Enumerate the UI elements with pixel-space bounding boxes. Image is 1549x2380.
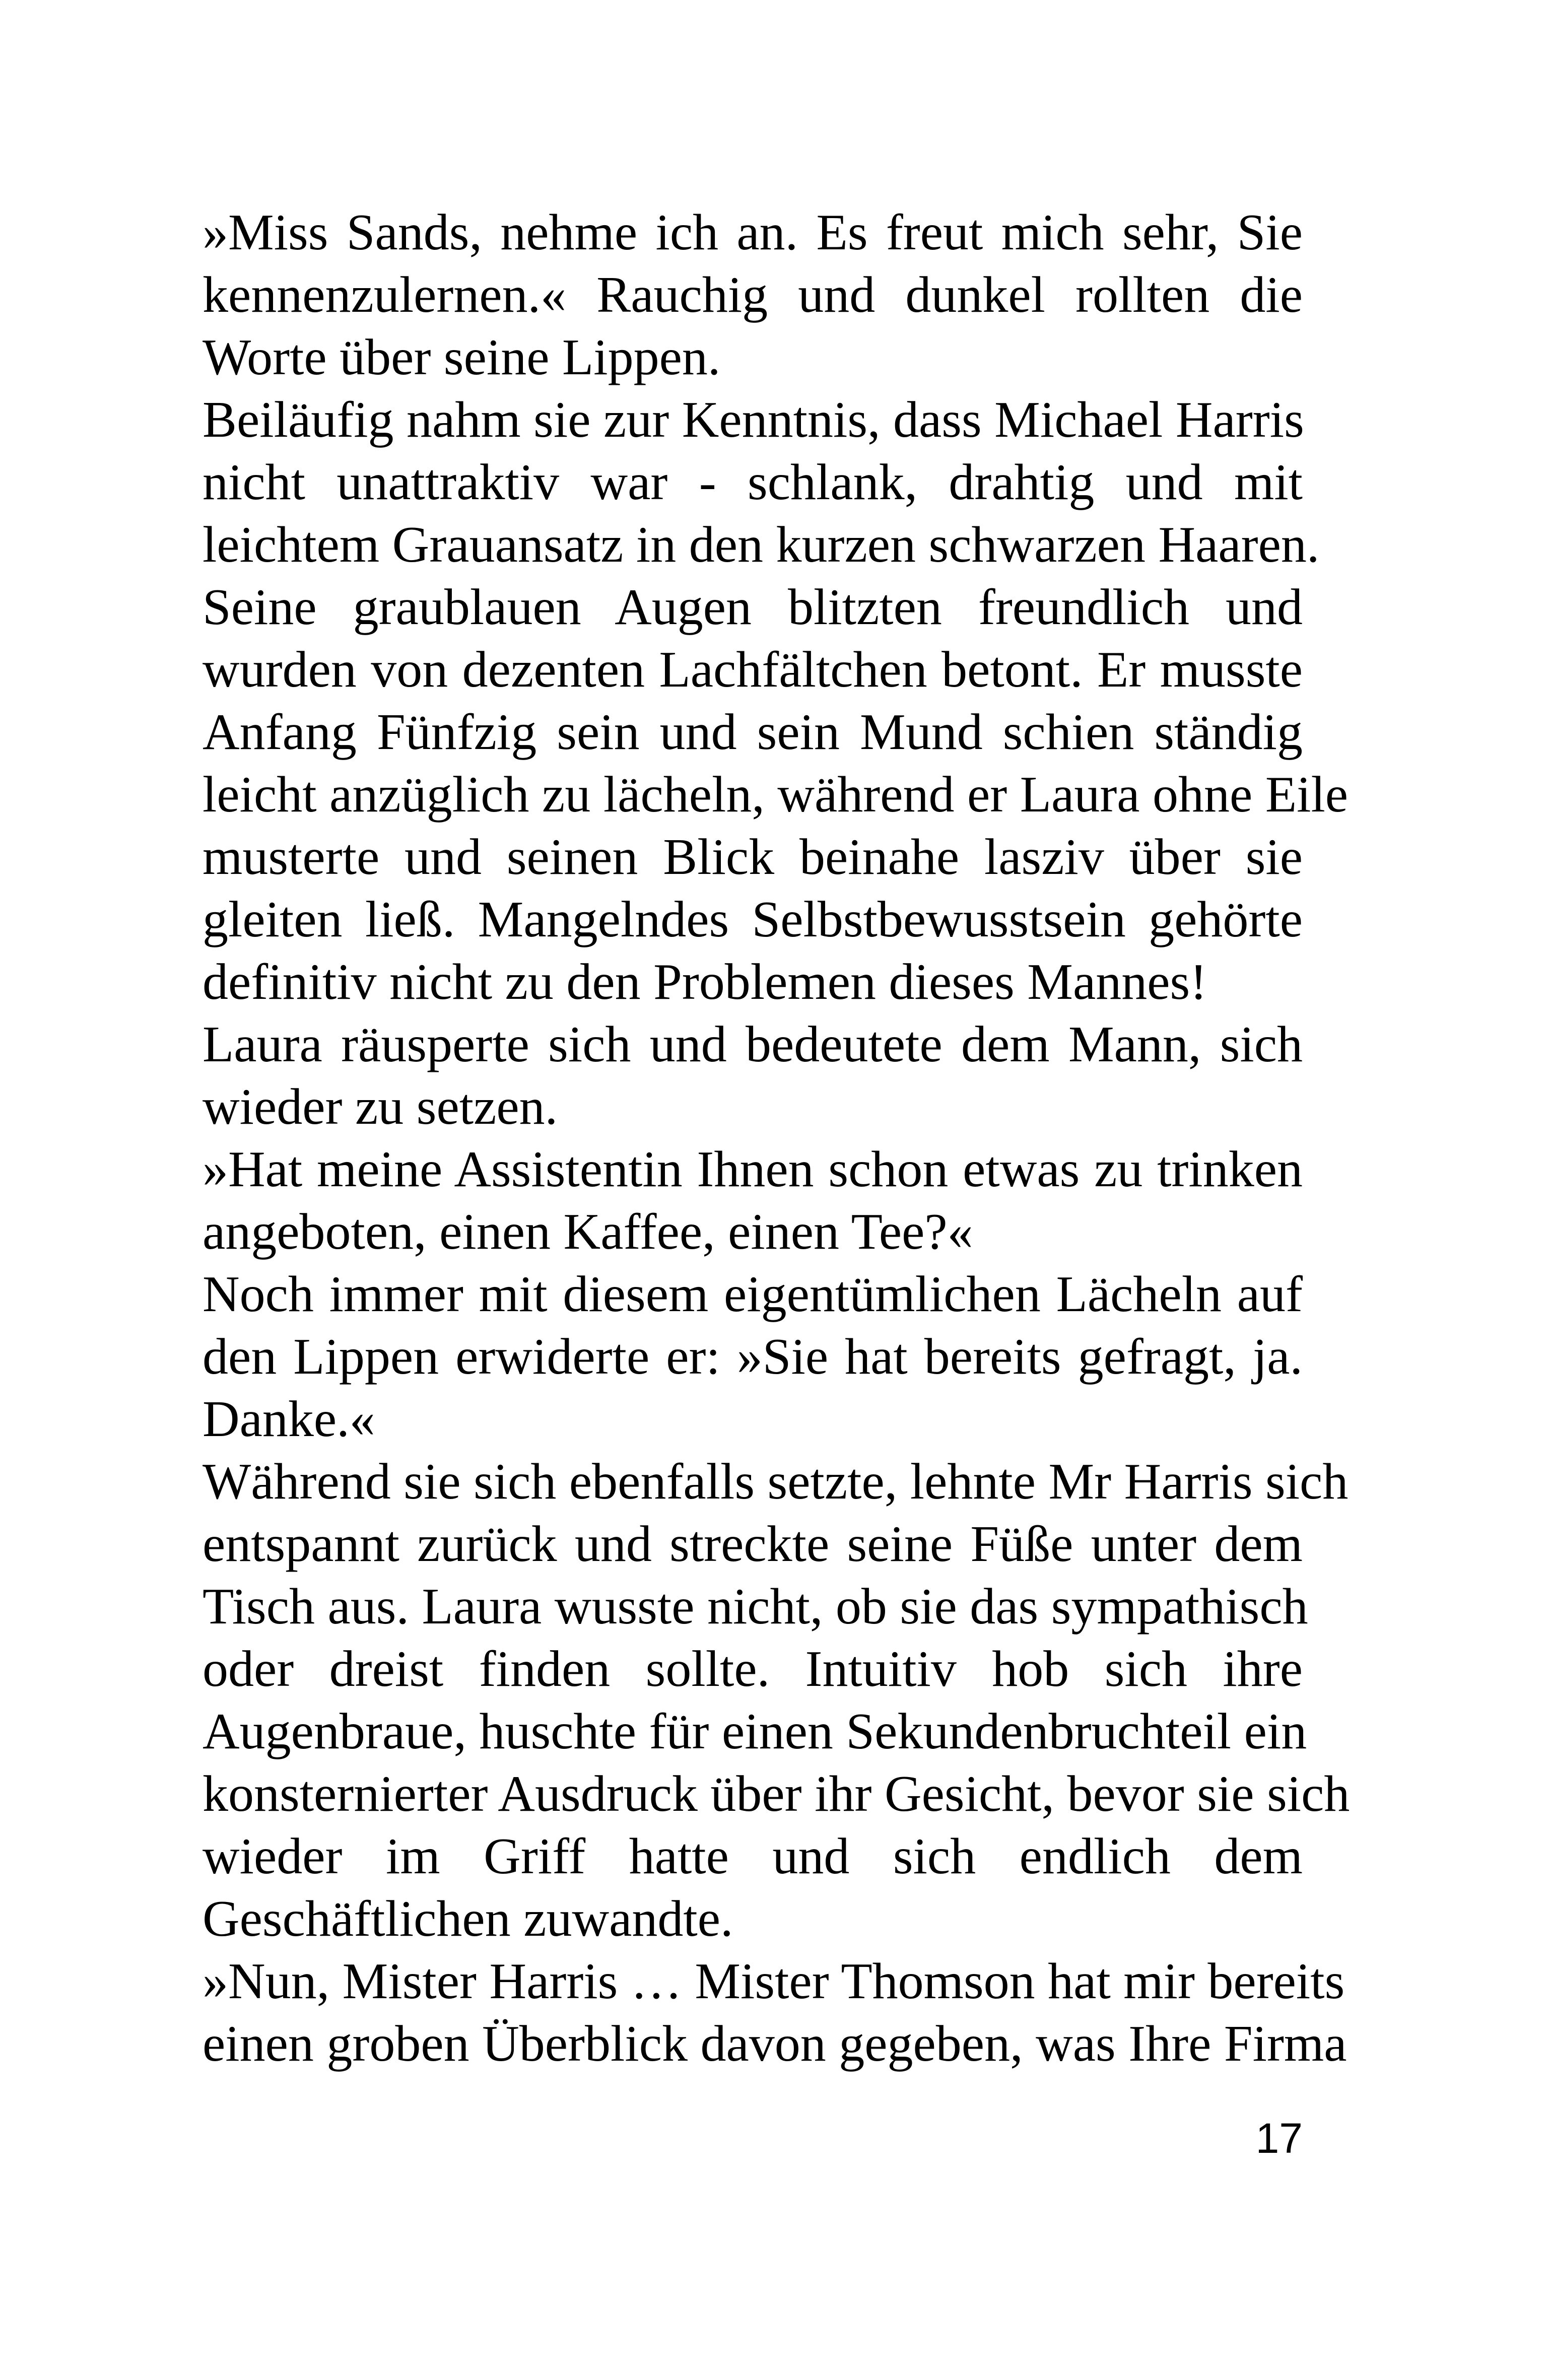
- text-line: konsternierter Ausdruck über ihr Gesicht, bevor sie sich: [203, 1765, 1350, 1822]
- text-line: oder dreist finden sollte. Intuitiv hob sich ihre: [203, 1641, 1303, 1697]
- text-line: »Nun, Mister Harris … Mister Thomson hat mir bereits: [203, 1953, 1345, 2010]
- text-line: wieder im Griff hatte und sich endlich dem: [203, 1828, 1303, 1885]
- paragraph: [203, 389, 1349, 1013]
- text-line: den Lippen erwiderte er: »Sie hat bereits gefragt, ja.: [203, 1328, 1303, 1385]
- text-line: leichtem Grauansatz in den kurzen schwarzen Haaren.: [203, 516, 1320, 573]
- body-text: [203, 201, 1350, 2075]
- paragraph: [203, 1263, 1303, 1451]
- text-line: Beiläufig nahm sie zur Kenntnis, dass Michael Harris: [203, 391, 1304, 448]
- text-line: Geschäftlichen zuwandte.: [203, 1890, 733, 1947]
- text-line: angeboten, einen Kaffee, einen Tee?«: [203, 1203, 973, 1260]
- text-line: Während sie sich ebenfalls setzte, lehnte Mr Harris sich: [203, 1453, 1349, 1510]
- text-line: Danke.«: [203, 1391, 375, 1448]
- text-line: leicht anzüglich zu lächeln, während er Laura ohne Eile: [203, 766, 1349, 823]
- text-line: Seine graublauen Augen blitzten freundlich und: [203, 579, 1303, 636]
- text-line: nicht unattraktiv war - schlank, drahtig und mit: [203, 454, 1303, 511]
- page-number: 17: [1255, 2115, 1303, 2162]
- paragraph: [203, 1451, 1350, 1950]
- text-line: Anfang Fünfzig sein und sein Mund schien ständig: [203, 704, 1303, 761]
- text-line: »Hat meine Assistentin Ihnen schon etwas zu trinken: [203, 1141, 1303, 1198]
- paragraph: [203, 201, 1303, 389]
- text-line: Tisch aus. Laura wusste nicht, ob sie das sympathisch: [203, 1578, 1308, 1635]
- text-line: Laura räusperte sich und bedeutete dem Mann, sich: [203, 1016, 1303, 1073]
- paragraph: [203, 1138, 1303, 1263]
- paragraph: [203, 1013, 1303, 1138]
- text-line: einen groben Überblick davon gegeben, was Ihre Firma: [203, 2015, 1347, 2072]
- text-line: Augenbraue, huschte für einen Sekundenbruchteil ein: [203, 1703, 1307, 1760]
- text-line: »Miss Sands, nehme ich an. Es freut mich sehr, Sie: [203, 204, 1303, 261]
- text-line: entspannt zurück und streckte seine Füße unter dem: [203, 1516, 1303, 1573]
- paragraph: [203, 1950, 1347, 2075]
- text-line: wieder zu setzen.: [203, 1078, 558, 1135]
- text-line: Noch immer mit diesem eigentümlichen Lächeln auf: [203, 1266, 1303, 1323]
- text-line: kennenzulernen.« Rauchig und dunkel rollten die: [203, 266, 1303, 323]
- text-line: gleiten ließ. Mangelndes Selbstbewusstsein gehörte: [203, 891, 1303, 948]
- text-line: wurden von dezenten Lachfältchen betont. Er musste: [203, 641, 1303, 698]
- text-line: musterte und seinen Blick beinahe lasziv über sie: [203, 829, 1303, 886]
- text-line: definitiv nicht zu den Problemen dieses Mannes!: [203, 954, 1207, 1010]
- text-line: Worte über seine Lippen.: [203, 329, 721, 386]
